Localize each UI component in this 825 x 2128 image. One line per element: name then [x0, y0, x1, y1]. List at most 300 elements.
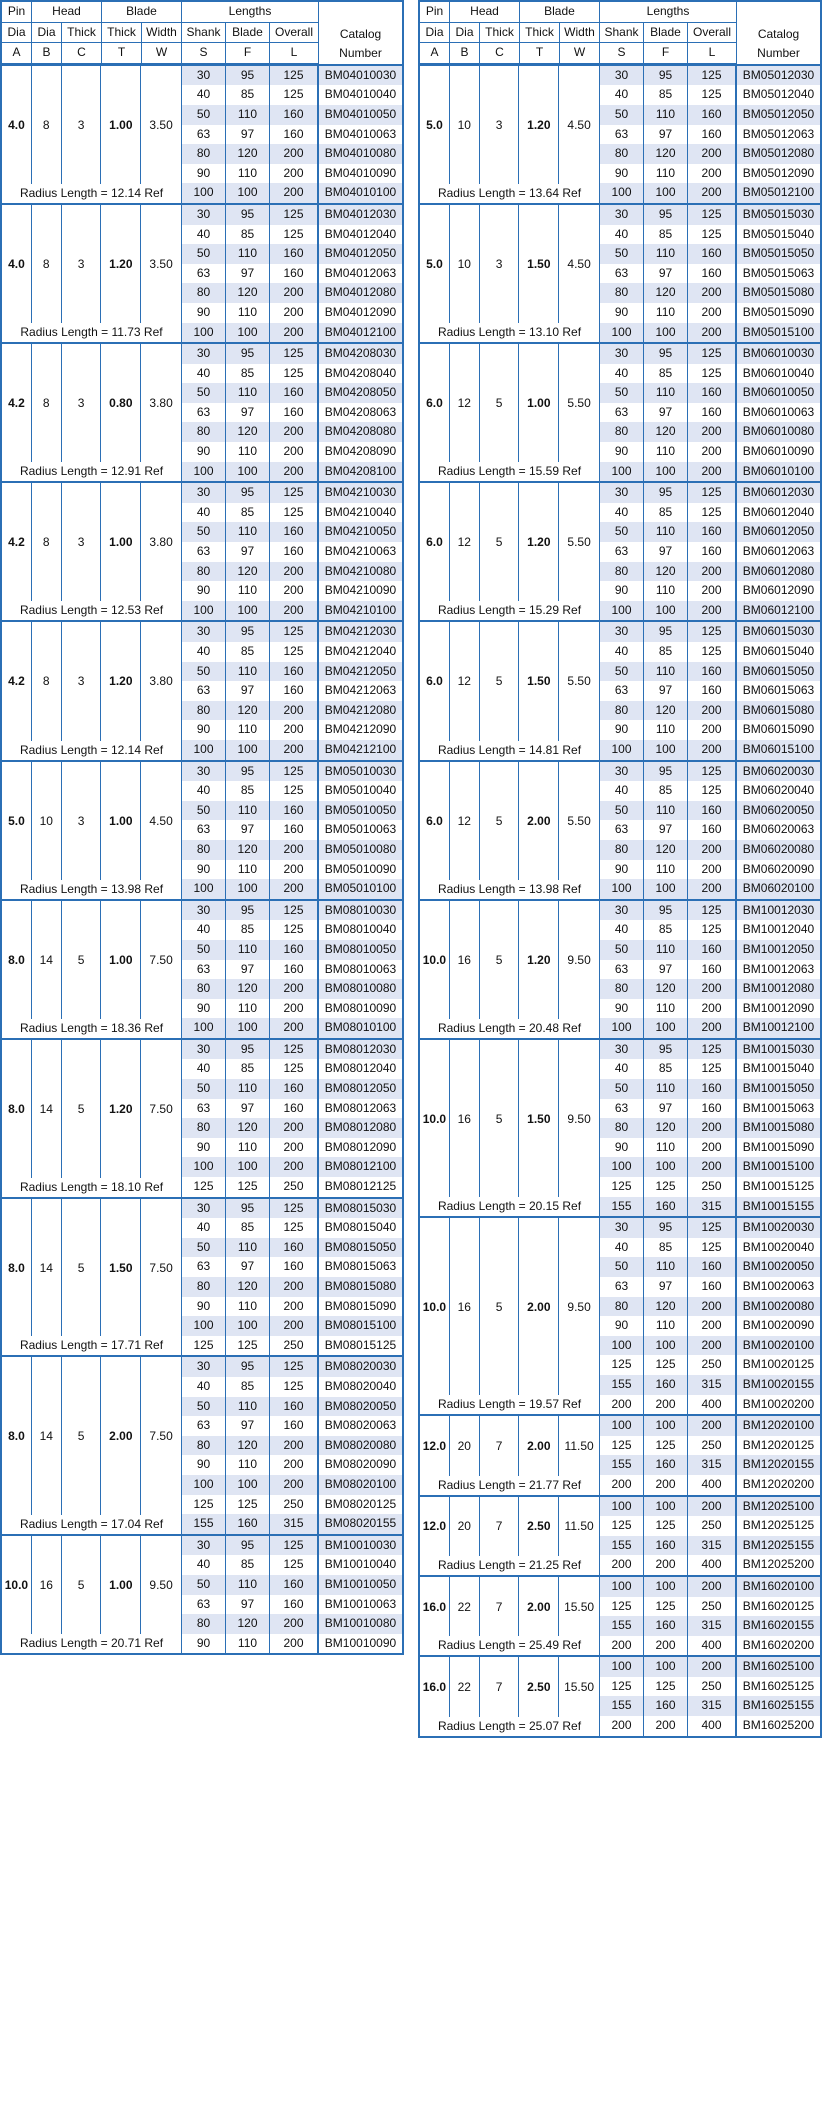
table-row — [600, 483, 820, 503]
catalog-number-cell: BM08020050 — [318, 1397, 402, 1417]
shank-length-cell: 100 — [600, 1657, 644, 1677]
blade-length-cell: 95 — [226, 205, 270, 225]
shank-length-cell: 63 — [600, 125, 644, 145]
shank-length-cell: 155 — [600, 1696, 644, 1716]
overall-length-cell: 160 — [688, 820, 736, 840]
radius-length-note: Radius Length = 18.10 Ref — [2, 1178, 181, 1197]
shank-length-cell: 50 — [182, 1238, 226, 1258]
blade-thick-value: 1.20 — [101, 1040, 141, 1197]
shank-length-cell: 80 — [600, 1297, 644, 1317]
blade-length-cell: 110 — [644, 1257, 688, 1277]
parts-table-right — [418, 0, 822, 1738]
blade-length-cell: 110 — [226, 1575, 270, 1595]
header-code-a: A — [2, 43, 32, 63]
blade-length-cell: 97 — [226, 542, 270, 562]
shank-length-cell: 80 — [182, 1118, 226, 1138]
blade-length-cell: 85 — [226, 85, 270, 105]
table-row — [182, 522, 402, 542]
catalog-number-cell: BM12025125 — [736, 1516, 820, 1536]
catalog-number-cell: BM10012090 — [736, 999, 820, 1019]
overall-length-cell: 200 — [270, 720, 318, 740]
radius-length-note: Radius Length = 17.71 Ref — [2, 1336, 181, 1355]
blade-length-cell: 110 — [226, 940, 270, 960]
blade-length-cell: 95 — [644, 483, 688, 503]
shank-length-cell: 30 — [600, 66, 644, 86]
blade-length-cell: 110 — [226, 442, 270, 462]
table-row — [182, 1397, 402, 1417]
radius-length-note: Radius Length = 20.15 Ref — [420, 1197, 599, 1216]
pin-dia-value: 5.0 — [2, 762, 32, 899]
overall-length-cell: 315 — [688, 1455, 736, 1475]
spec-group — [2, 901, 402, 1040]
blade-length-cell: 97 — [226, 820, 270, 840]
catalog-number-cell: BM10012100 — [736, 1018, 820, 1038]
blade-thick-value: 1.00 — [101, 901, 141, 1038]
blade-thick-value: 1.50 — [519, 205, 559, 342]
spec-group-dimensions — [2, 762, 182, 899]
header-code-b: B — [450, 43, 480, 63]
shank-length-cell: 100 — [182, 1157, 226, 1177]
head-thick-value: 3 — [62, 483, 102, 620]
catalog-number-cell: BM05012090 — [736, 164, 820, 184]
spec-group-dimensions — [420, 1416, 600, 1494]
table-row — [600, 125, 820, 145]
blade-length-cell: 97 — [644, 1277, 688, 1297]
catalog-number-cell: BM16020155 — [736, 1616, 820, 1636]
blade-length-cell: 85 — [226, 1218, 270, 1238]
blade-length-cell: 85 — [226, 1555, 270, 1575]
table-row — [182, 483, 402, 503]
radius-length-note: Radius Length = 13.64 Ref — [420, 184, 599, 203]
catalog-number-cell: BM08012063 — [318, 1099, 402, 1119]
catalog-number-cell: BM12025100 — [736, 1497, 820, 1517]
header-code-l: L — [708, 45, 716, 60]
head-thick-value: 3 — [62, 622, 102, 759]
shank-length-cell: 90 — [600, 1138, 644, 1158]
shank-length-cell: 30 — [182, 1357, 226, 1377]
header-code-c: C — [62, 43, 102, 63]
blade-length-cell: 120 — [226, 283, 270, 303]
table-row — [182, 1079, 402, 1099]
shank-length-cell: 30 — [600, 1218, 644, 1238]
overall-length-cell: 125 — [688, 503, 736, 523]
shank-length-cell: 30 — [182, 344, 226, 364]
shank-length-cell: 90 — [600, 720, 644, 740]
blade-length-cell: 100 — [226, 462, 270, 482]
blade-length-cell: 95 — [644, 1040, 688, 1060]
spec-group — [420, 901, 820, 1040]
radius-length-note: Radius Length = 12.91 Ref — [2, 462, 181, 481]
overall-length-cell: 160 — [270, 125, 318, 145]
table-row — [182, 66, 402, 86]
spec-group — [420, 1416, 820, 1496]
spec-group-dimensions — [420, 66, 600, 203]
blade-length-cell: 110 — [226, 1238, 270, 1258]
catalog-number-cell: BM05010050 — [318, 801, 402, 821]
catalog-number-cell: BM04210050 — [318, 522, 402, 542]
shank-length-cell: 63 — [182, 403, 226, 423]
shank-length-cell: 80 — [182, 422, 226, 442]
overall-length-cell: 125 — [270, 364, 318, 384]
blade-width-value: 5.50 — [567, 535, 591, 550]
overall-length-cell: 200 — [270, 283, 318, 303]
radius-length-note: Radius Length = 14.81 Ref — [420, 741, 599, 760]
blade-length-cell: 110 — [226, 1397, 270, 1417]
catalog-number-cell: BM12025200 — [736, 1555, 820, 1575]
spec-group-dimensions — [420, 762, 600, 899]
table-row — [182, 85, 402, 105]
overall-length-cell: 200 — [270, 860, 318, 880]
shank-length-cell: 100 — [600, 601, 644, 621]
table-row — [182, 999, 402, 1019]
shank-length-cell: 30 — [182, 622, 226, 642]
blade-length-cell: 95 — [644, 622, 688, 642]
shank-length-cell: 80 — [182, 1277, 226, 1297]
catalog-number-cell: BM06015030 — [736, 622, 820, 642]
shank-length-cell: 80 — [182, 1436, 226, 1456]
shank-length-cell: 155 — [600, 1536, 644, 1556]
catalog-number-cell: BM12025155 — [736, 1536, 820, 1556]
overall-length-cell: 160 — [688, 105, 736, 125]
catalog-number-cell: BM12020125 — [736, 1436, 820, 1456]
overall-length-cell: 125 — [270, 642, 318, 662]
blade-thick-value: 1.00 — [101, 762, 141, 899]
catalog-number-cell: BM08020030 — [318, 1357, 402, 1377]
catalog-number-cell: BM06020050 — [736, 801, 820, 821]
radius-length-note: Radius Length = 21.77 Ref — [420, 1476, 599, 1495]
blade-length-cell: 160 — [644, 1536, 688, 1556]
table-row — [600, 1257, 820, 1277]
shank-length-cell: 125 — [600, 1436, 644, 1456]
blade-width-value: 4.50 — [149, 813, 173, 828]
blade-length-cell: 100 — [644, 601, 688, 621]
pin-dia-value: 4.2 — [2, 483, 32, 620]
table-row — [182, 383, 402, 403]
catalog-number-cell: BM06012080 — [736, 562, 820, 582]
catalog-number-cell: BM08015040 — [318, 1218, 402, 1238]
table-row — [600, 442, 820, 462]
blade-length-cell: 97 — [226, 1099, 270, 1119]
table-row — [600, 66, 820, 86]
shank-length-cell: 100 — [182, 601, 226, 621]
header-overall: Overall — [692, 24, 731, 39]
head-dia-value: 16 — [450, 901, 480, 1038]
blade-thick-value: 2.00 — [519, 1218, 559, 1414]
blade-length-cell: 100 — [226, 1157, 270, 1177]
blade-width-value: 11.50 — [564, 1519, 594, 1534]
catalog-number-cell: BM08012050 — [318, 1079, 402, 1099]
catalog-number-cell: BM10010040 — [318, 1555, 402, 1575]
pin-dia-value: 6.0 — [420, 344, 450, 481]
overall-length-cell: 125 — [688, 344, 736, 364]
blade-length-cell: 85 — [644, 920, 688, 940]
catalog-number-cell: BM05015090 — [736, 303, 820, 323]
table-header — [420, 2, 820, 66]
blade-thick-value: 1.50 — [101, 1199, 141, 1356]
catalog-number-cell: BM12020155 — [736, 1455, 820, 1475]
catalog-number-cell: BM16025125 — [736, 1677, 820, 1697]
blade-length-cell: 85 — [644, 85, 688, 105]
shank-length-cell: 50 — [182, 801, 226, 821]
blade-length-cell: 95 — [644, 66, 688, 86]
table-row — [182, 164, 402, 184]
shank-length-cell: 80 — [600, 562, 644, 582]
overall-length-cell: 200 — [270, 979, 318, 999]
overall-length-cell: 125 — [270, 781, 318, 801]
blade-length-cell: 100 — [644, 879, 688, 899]
overall-length-cell: 125 — [270, 483, 318, 503]
overall-length-cell: 125 — [688, 901, 736, 921]
overall-length-cell: 160 — [688, 1099, 736, 1119]
shank-length-cell: 80 — [182, 562, 226, 582]
catalog-number-cell: BM04210063 — [318, 542, 402, 562]
shank-length-cell: 80 — [600, 283, 644, 303]
table-row — [600, 562, 820, 582]
blade-length-cell: 100 — [226, 183, 270, 203]
blade-length-cell: 110 — [226, 244, 270, 264]
shank-length-cell: 100 — [600, 183, 644, 203]
shank-length-cell: 30 — [182, 1536, 226, 1556]
catalog-number-cell: BM04010063 — [318, 125, 402, 145]
blade-length-cell: 120 — [644, 144, 688, 164]
table-row — [600, 1696, 820, 1716]
shank-length-cell: 90 — [600, 860, 644, 880]
catalog-number-cell: BM05012080 — [736, 144, 820, 164]
overall-length-cell: 125 — [270, 920, 318, 940]
head-dia-value: 20 — [450, 1416, 480, 1494]
shank-length-cell: 63 — [182, 1257, 226, 1277]
overall-length-cell: 250 — [688, 1597, 736, 1617]
overall-length-cell: 125 — [688, 364, 736, 384]
shank-length-cell: 100 — [182, 740, 226, 760]
catalog-number-cell: BM04208030 — [318, 344, 402, 364]
table-row — [600, 244, 820, 264]
shank-length-cell: 90 — [182, 860, 226, 880]
table-row — [600, 1355, 820, 1375]
spec-group — [420, 483, 820, 622]
catalog-number-cell: BM10020040 — [736, 1238, 820, 1258]
head-dia-value: 16 — [32, 1536, 62, 1654]
overall-length-cell: 160 — [270, 1079, 318, 1099]
pin-dia-value: 4.2 — [2, 344, 32, 481]
catalog-number-cell: BM05012040 — [736, 85, 820, 105]
catalog-number-cell: BM06015100 — [736, 740, 820, 760]
head-dia-value: 14 — [32, 1357, 62, 1533]
table-row — [182, 601, 402, 621]
blade-length-cell: 120 — [226, 422, 270, 442]
header-head: Head — [450, 2, 520, 22]
catalog-number-cell: BM05010063 — [318, 820, 402, 840]
catalog-number-cell: BM12020200 — [736, 1475, 820, 1495]
blade-width-value: 5.50 — [567, 813, 591, 828]
overall-length-cell: 200 — [688, 979, 736, 999]
overall-length-cell: 200 — [270, 144, 318, 164]
overall-length-cell: 125 — [688, 622, 736, 642]
radius-length-note: Radius Length = 15.29 Ref — [420, 601, 599, 620]
table-row — [182, 1218, 402, 1238]
blade-thick-value: 2.00 — [101, 1357, 141, 1533]
head-thick-value: 3 — [62, 344, 102, 481]
table-row — [600, 1657, 820, 1677]
blade-length-cell: 100 — [644, 1157, 688, 1177]
table-row — [600, 642, 820, 662]
table-row — [182, 1297, 402, 1317]
overall-length-cell: 200 — [688, 601, 736, 621]
header-pin: Pin — [420, 2, 450, 22]
blade-length-cell: 120 — [226, 1118, 270, 1138]
blade-length-cell: 97 — [226, 1416, 270, 1436]
blade-thick-value: 1.00 — [101, 483, 141, 620]
table-row — [600, 1040, 820, 1060]
catalog-number-cell: BM08020040 — [318, 1377, 402, 1397]
table-row — [182, 1018, 402, 1038]
head-dia-value: 8 — [32, 66, 62, 203]
shank-length-cell: 90 — [600, 581, 644, 601]
blade-length-cell: 85 — [644, 642, 688, 662]
radius-length-note: Radius Length = 19.57 Ref — [420, 1395, 599, 1414]
pin-dia-value: 10.0 — [420, 901, 450, 1038]
radius-length-note: Radius Length = 12.14 Ref — [2, 184, 181, 203]
spec-group-dimensions — [2, 1536, 182, 1654]
table-row — [600, 740, 820, 760]
table-row — [600, 283, 820, 303]
blade-length-cell: 100 — [644, 1577, 688, 1597]
blade-length-cell: 95 — [226, 1357, 270, 1377]
shank-length-cell: 40 — [182, 85, 226, 105]
blade-thick-value: 1.20 — [519, 901, 559, 1038]
head-thick-value: 3 — [480, 66, 520, 203]
overall-length-cell: 160 — [270, 801, 318, 821]
catalog-number-cell: BM04212063 — [318, 681, 402, 701]
catalog-number-cell: BM06010040 — [736, 364, 820, 384]
blade-width-value: 7.50 — [149, 1429, 173, 1444]
blade-length-cell: 85 — [644, 1238, 688, 1258]
blade-thick-value: 2.50 — [519, 1657, 559, 1735]
overall-length-cell: 160 — [270, 264, 318, 284]
blade-length-cell: 125 — [226, 1336, 270, 1356]
catalog-number-cell: BM06012040 — [736, 503, 820, 523]
catalog-number-cell: BM04012080 — [318, 283, 402, 303]
table-row — [600, 1436, 820, 1456]
pin-dia-value: 5.0 — [420, 205, 450, 342]
overall-length-cell: 315 — [688, 1375, 736, 1395]
parts-table-left — [0, 0, 404, 1655]
shank-length-cell: 63 — [600, 1099, 644, 1119]
spec-group-dimensions — [420, 344, 600, 481]
catalog-number-cell: BM08015125 — [318, 1336, 402, 1356]
overall-length-cell: 250 — [688, 1516, 736, 1536]
head-dia-value: 12 — [450, 762, 480, 899]
overall-length-cell: 250 — [688, 1677, 736, 1697]
radius-length-note: Radius Length = 21.25 Ref — [420, 1556, 599, 1575]
catalog-number-cell: BM04010040 — [318, 85, 402, 105]
pin-dia-value: 4.2 — [2, 622, 32, 759]
catalog-number-cell: BM04212050 — [318, 662, 402, 682]
catalog-number-cell: BM08012040 — [318, 1059, 402, 1079]
pin-dia-value: 6.0 — [420, 622, 450, 759]
blade-length-cell: 120 — [644, 562, 688, 582]
blade-length-cell: 100 — [226, 1475, 270, 1495]
overall-length-cell: 160 — [270, 960, 318, 980]
shank-length-cell: 30 — [182, 66, 226, 86]
table-row — [182, 283, 402, 303]
table-row — [182, 205, 402, 225]
overall-length-cell: 200 — [688, 303, 736, 323]
radius-length-note: Radius Length = 17.04 Ref — [2, 1515, 181, 1534]
pin-dia-value: 5.0 — [420, 66, 450, 203]
overall-length-cell: 200 — [688, 999, 736, 1019]
blade-length-cell: 100 — [644, 740, 688, 760]
overall-length-cell: 200 — [688, 1497, 736, 1517]
head-thick-value: 3 — [62, 762, 102, 899]
table-row — [182, 244, 402, 264]
overall-length-cell: 200 — [270, 164, 318, 184]
spec-group — [2, 1357, 402, 1535]
shank-length-cell: 30 — [600, 901, 644, 921]
header-lengths: Lengths — [646, 4, 690, 18]
catalog-number-cell: BM08015063 — [318, 1257, 402, 1277]
blade-length-cell: 110 — [644, 999, 688, 1019]
blade-length-cell: 110 — [644, 303, 688, 323]
pin-dia-value: 10.0 — [420, 1218, 450, 1414]
overall-length-cell: 200 — [688, 1157, 736, 1177]
blade-length-cell: 85 — [226, 642, 270, 662]
overall-length-cell: 125 — [270, 225, 318, 245]
overall-length-cell: 250 — [270, 1177, 318, 1197]
catalog-number-cell: BM08020080 — [318, 1436, 402, 1456]
overall-length-cell: 125 — [270, 1199, 318, 1219]
blade-thick-value: 1.20 — [519, 483, 559, 620]
overall-length-cell: 125 — [270, 205, 318, 225]
table-row — [600, 1118, 820, 1138]
table-row — [600, 1577, 820, 1597]
blade-length-cell: 100 — [644, 183, 688, 203]
table-row — [600, 820, 820, 840]
blade-length-cell: 110 — [644, 662, 688, 682]
head-thick-value: 5 — [480, 622, 520, 759]
shank-length-cell: 40 — [182, 1555, 226, 1575]
table-row — [182, 1040, 402, 1060]
table-row — [182, 503, 402, 523]
shank-length-cell: 40 — [600, 364, 644, 384]
catalog-number-cell: BM16025100 — [736, 1657, 820, 1677]
shank-length-cell: 125 — [182, 1336, 226, 1356]
overall-length-cell: 160 — [270, 662, 318, 682]
overall-length-cell: 200 — [270, 183, 318, 203]
head-dia-value: 12 — [450, 622, 480, 759]
overall-length-cell: 125 — [270, 66, 318, 86]
blade-length-cell: 100 — [226, 323, 270, 343]
head-dia-value: 14 — [32, 1199, 62, 1356]
catalog-number-cell: BM04210080 — [318, 562, 402, 582]
blade-length-cell: 110 — [226, 662, 270, 682]
table-row — [182, 1555, 402, 1575]
spec-group — [420, 205, 820, 344]
blade-length-cell: 120 — [226, 701, 270, 721]
header-shank: Shank — [600, 23, 644, 43]
catalog-number-cell: BM08012030 — [318, 1040, 402, 1060]
catalog-number-cell: BM10010063 — [318, 1595, 402, 1615]
catalog-number-cell: BM08020125 — [318, 1495, 402, 1515]
blade-length-cell: 110 — [226, 999, 270, 1019]
shank-length-cell: 100 — [600, 462, 644, 482]
catalog-number-cell: BM06010080 — [736, 422, 820, 442]
blade-length-cell: 200 — [644, 1716, 688, 1736]
overall-length-cell: 200 — [270, 581, 318, 601]
catalog-number-cell: BM08015030 — [318, 1199, 402, 1219]
blade-length-cell: 125 — [644, 1597, 688, 1617]
blade-length-cell: 97 — [644, 820, 688, 840]
